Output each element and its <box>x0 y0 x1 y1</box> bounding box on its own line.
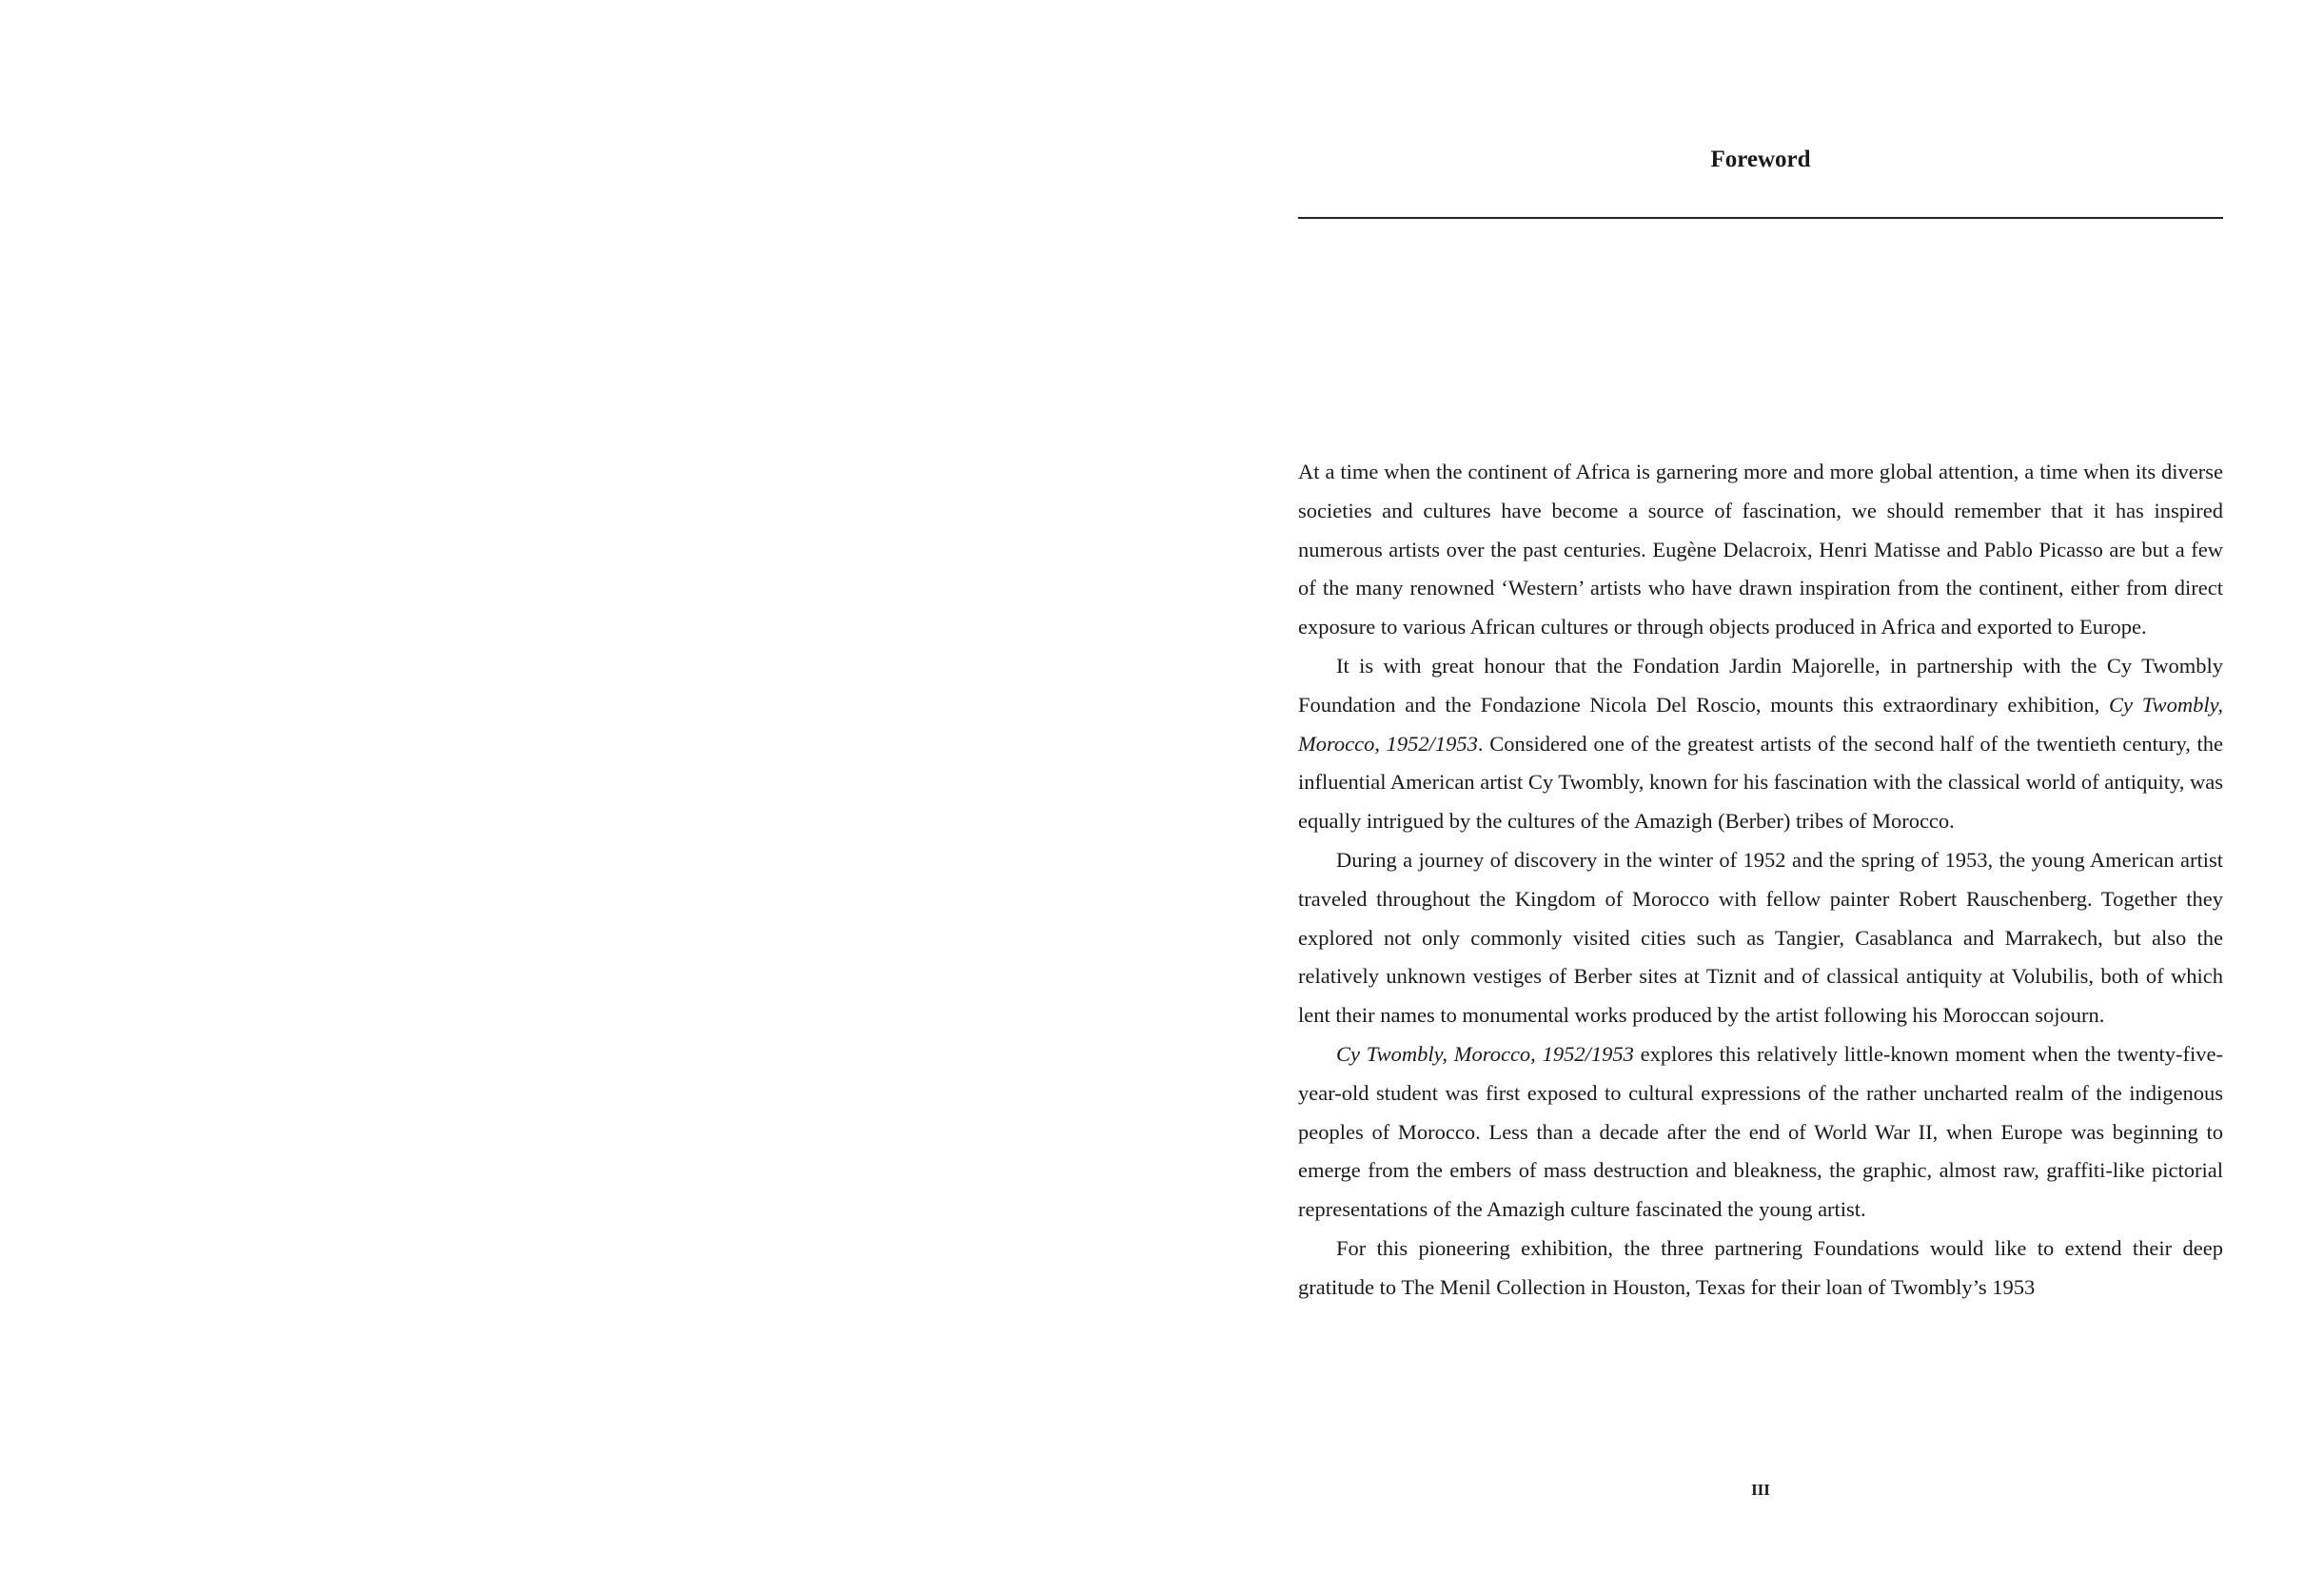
right-page <box>1162 0 2324 1574</box>
paragraph-5-text: For this pioneering exhibition, the three partnering Foundations would like to extend their deep gratitude to The Menil Collection in Houston, Texas for their loan of Twombly’s 1953 <box>1298 1235 2223 1299</box>
paragraph-2 <box>1298 647 2223 841</box>
exhibition-title: Cy Twombly, Morocco, 1952/1953 <box>1336 1041 1634 1066</box>
paragraph-2-after: . Considered one of the greatest artists of the second half of the twentieth century, the influential American artist Cy Twombly, known for his fascination with the classical world of antiquity, was equally intrigued by the cultures of the Amazigh (Berber) tribes of Morocco. <box>1298 731 2224 834</box>
foreword-body <box>1298 453 2223 1308</box>
exhibition-title: Cy Twombly, Morocco, 1952/1953 <box>1298 692 2223 756</box>
paragraph-5 <box>1298 1230 2223 1308</box>
title-rule <box>1298 217 2223 219</box>
paragraph-1 <box>1298 453 2223 647</box>
paragraph-3 <box>1298 841 2223 1035</box>
page-title: Foreword <box>1710 147 1811 172</box>
paragraph-4 <box>1298 1035 2223 1230</box>
page-number: III <box>1751 1481 1770 1499</box>
paragraph-2-before: It is with great honour that the Fondation Jardin Majorelle, in partnership with the Cy Twombly Foundation and the Fondazione Nicola Del Roscio, mounts this extraordinary exhibition, <box>1298 653 2223 717</box>
paragraph-4-after: explores this relatively little-known moment when the twenty-five-year-old student was first exposed to cultural expressions of the rather uncharted realm of the indigenous peoples of Morocco. Less than a decade after the end of World War II, when Europe was beginning to emerge from the embers of mass destruction and bleakness, the graphic, almost raw, graffiti-like pictorial representations of the Amazigh culture fascinated the young artist. <box>1298 1041 2223 1222</box>
paragraph-3-text: During a journey of discovery in the winter of 1952 and the spring of 1953, the young American artist traveled throughout the Kingdom of Morocco with fellow painter Robert Rauschenberg. Together they explored not only commonly visited cities such as Tangier, Casablanca and Marrakech, but also the relatively unknown vestiges of Berber sites at Tiznit and of classical antiquity at Volubilis, both of which lent their names to monumental works produced by the artist following his Moroccan sojourn. <box>1298 847 2223 1028</box>
paragraph-1-text: At a time when the continent of Africa is garnering more and more global attention, a time when its diverse societies and cultures have become a source of fascination, we should remember that it has inspired numerous artists over the past centuries. Eugène Delacroix, Henri Matisse and Pablo Picasso are but a few of the many renowned ‘Western’ artists who have drawn inspiration from the continent, either from direct exposure to various African cultures or through objects produced in Africa and exported to Europe. <box>1298 460 2223 639</box>
